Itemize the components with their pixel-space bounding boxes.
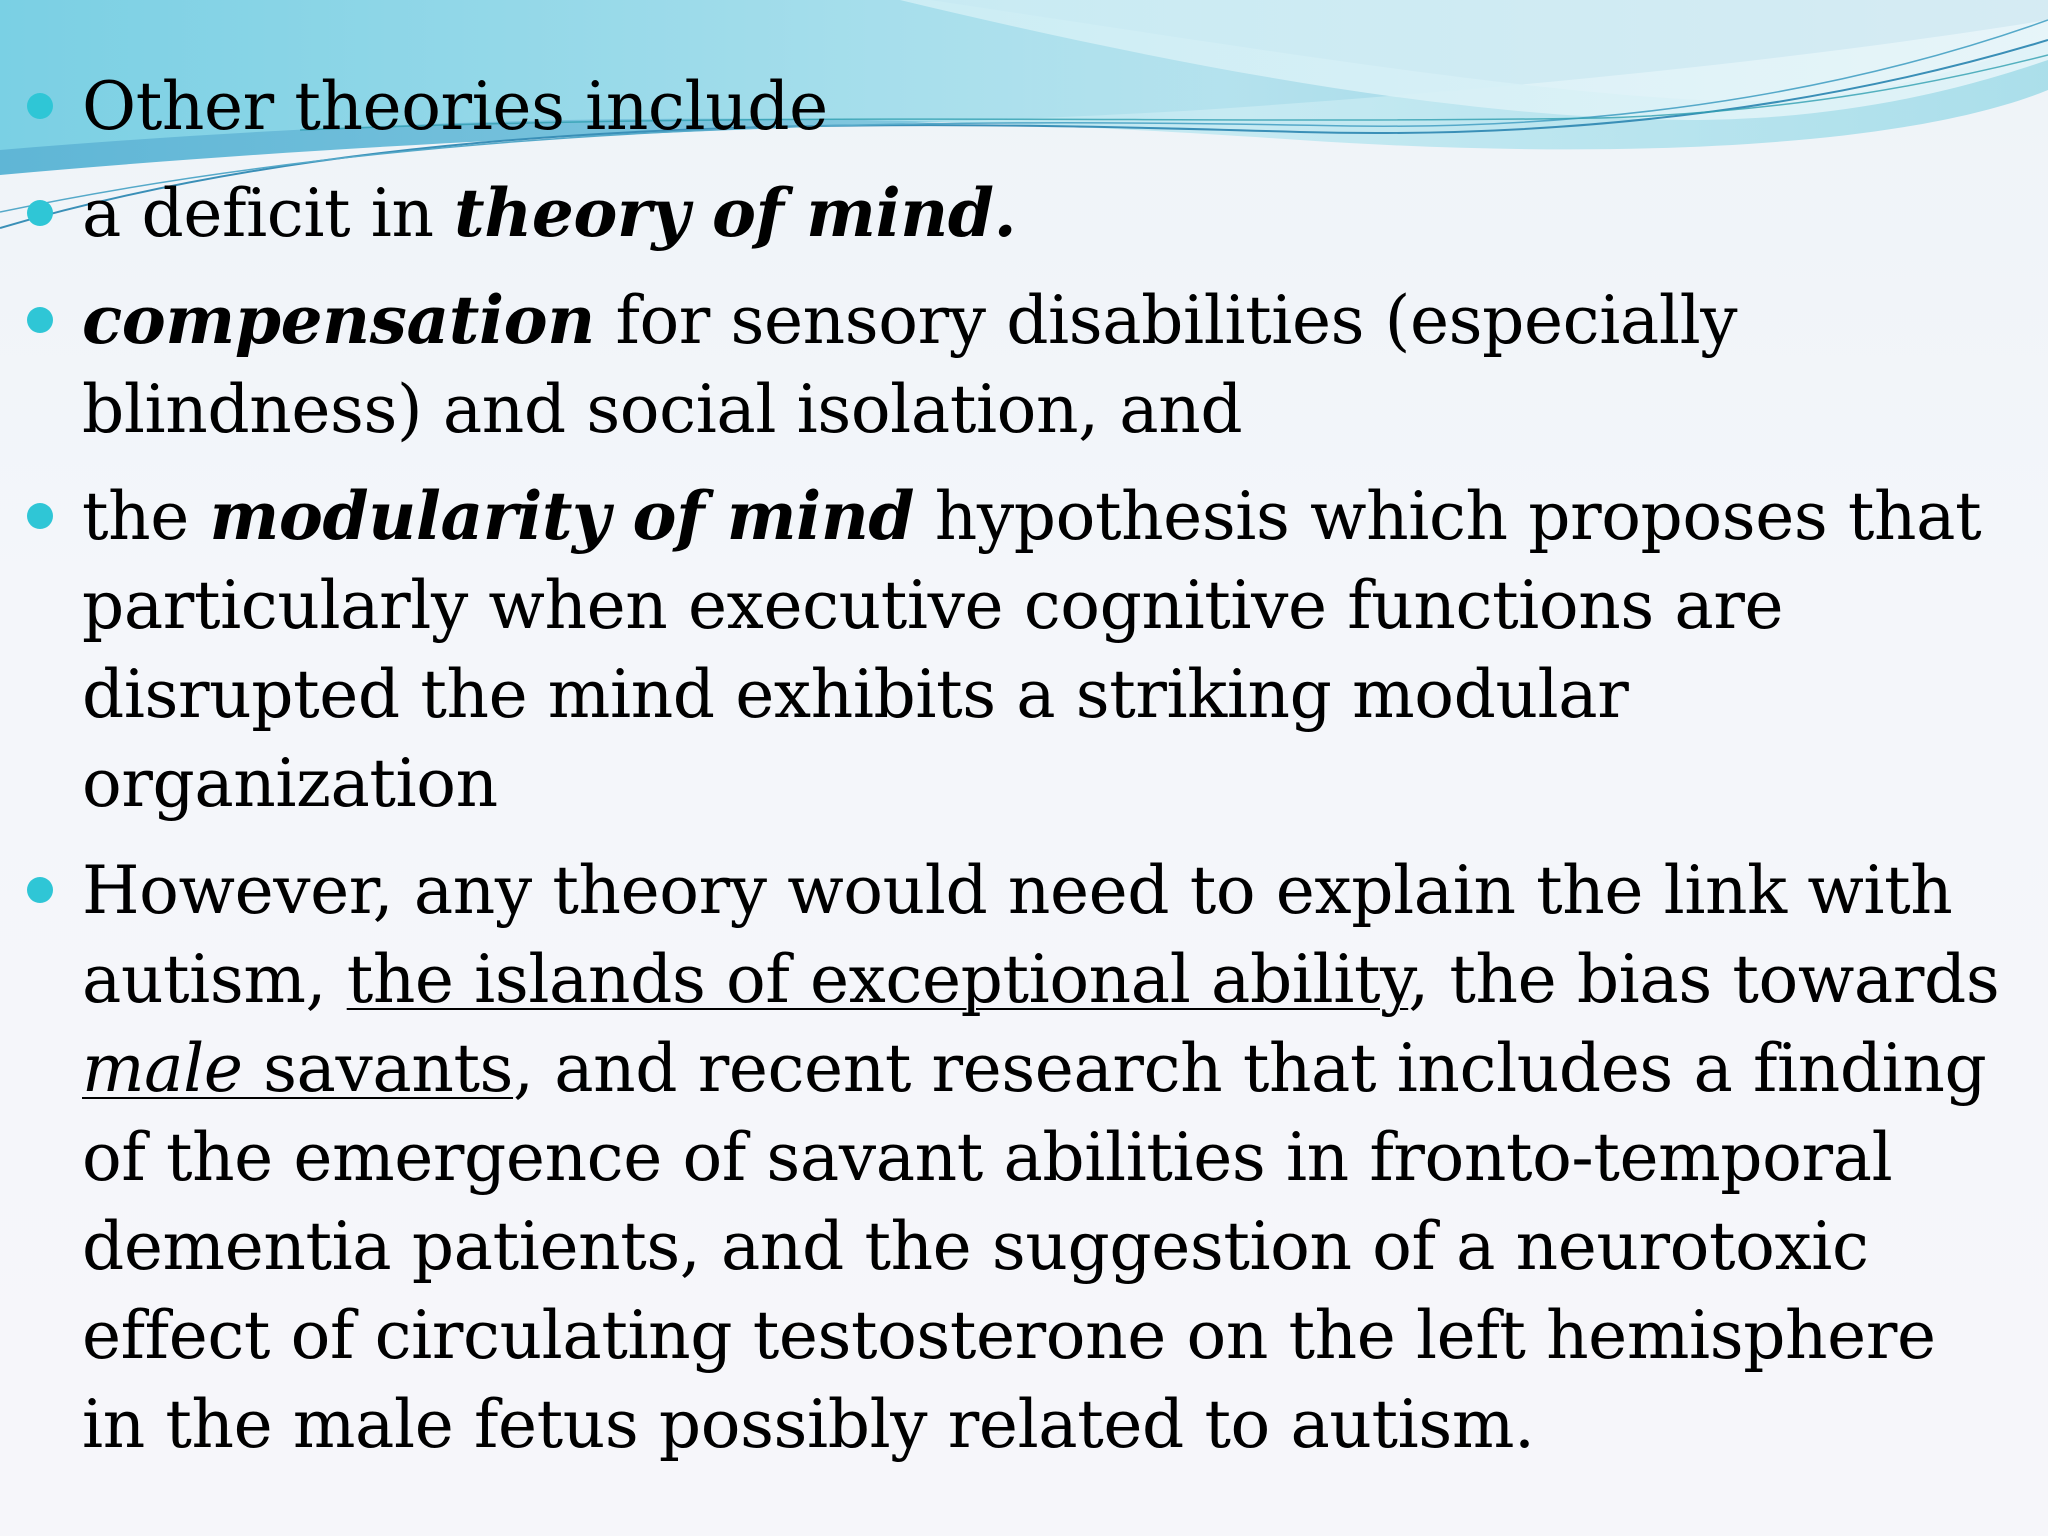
- bullet-dot-icon: [27, 877, 53, 903]
- bullet-emphasis: modularity of mind: [209, 477, 915, 555]
- bullet-rest: for sensory disabilities (especially blindness) and social isolation, and: [82, 282, 1738, 448]
- bullet-part-2: , the bias towards: [1408, 941, 2000, 1018]
- bullet-text: Other theories include: [82, 68, 828, 145]
- bullet-part-3: , and recent research that includes a finding of the emergence of savant abilities in fronto-temporal dementia patients, and the suggestion of a neurotoxic effect of circulating testosterone on the left hemisphere in the male fetus possibly related to autism.: [82, 1030, 1987, 1463]
- bullet-dot-icon: [27, 503, 53, 529]
- bullet-part-1: However, any theory would need to explain the link with autism,: [82, 852, 1953, 1018]
- underlined-islands-phrase: the islands of exceptional ability: [346, 941, 1409, 1018]
- male-italic: male: [82, 1030, 243, 1107]
- bullet-dot-icon: [27, 93, 53, 119]
- bullet-prefix: a deficit in: [82, 175, 455, 252]
- bullet-compensation: [0, 276, 2048, 454]
- underlined-male-savants-phrase: [82, 1030, 513, 1107]
- bullet-theory-of-mind: [0, 169, 2048, 258]
- bullet-prefix: the: [82, 478, 210, 555]
- bullet-modularity: [0, 472, 2048, 828]
- bullet-emphasis: compensation: [82, 281, 595, 359]
- bullet-rest: hypothesis which proposes that particularly when executive cognitive functions are disrupted the mind exhibits a striking modular organization: [82, 478, 1982, 822]
- bullet-however: [0, 846, 2048, 1469]
- bullet-other-theories: [0, 62, 2048, 151]
- bullet-emphasis: theory of mind.: [454, 174, 1017, 252]
- bullet-dot-icon: [27, 307, 53, 333]
- savants-text: savants: [242, 1030, 514, 1107]
- slide-body: [0, 62, 2048, 1487]
- bullet-dot-icon: [27, 200, 53, 226]
